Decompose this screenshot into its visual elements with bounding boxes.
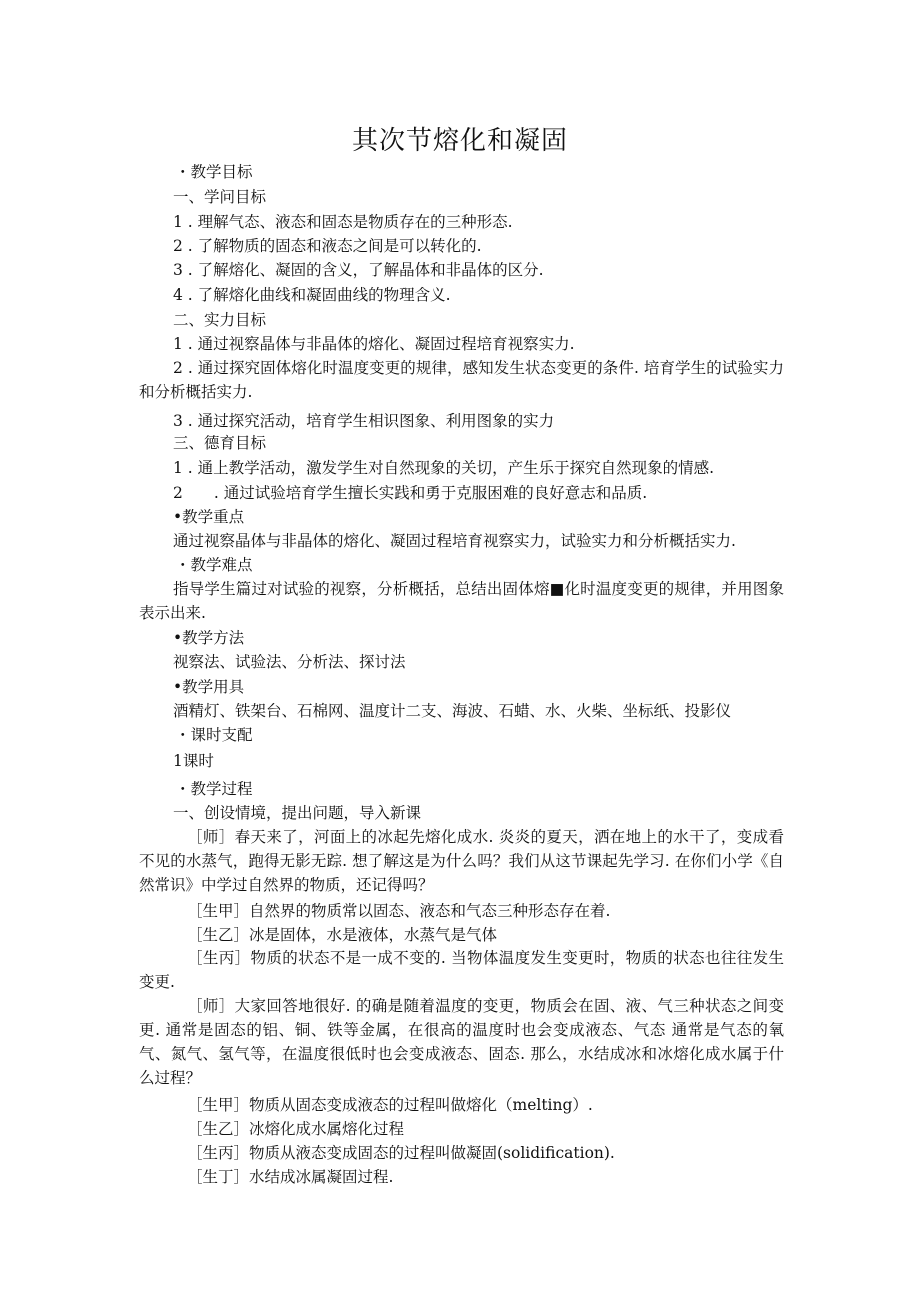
- time-heading: ・课时支配: [175, 726, 253, 744]
- dialogue-student: ［生甲］物质从固态变成液态的过程叫做熔化（melting）.: [187, 1096, 593, 1114]
- dialogue-student: ［生丁］水结成冰属凝固过程.: [187, 1168, 394, 1186]
- process-heading: ・教学过程: [175, 780, 253, 798]
- knowledge-goal-item: 2 . 了解物质的固态和液态之间是可以转化的.: [173, 237, 482, 255]
- ability-goal-item: 2 . 通过探究固体熔化时温度变更的规律，感知发生状态变更的条件. 培育学生的试验实力和分析概括实力.: [139, 359, 784, 401]
- ability-goal-item: 3 . 通过探究活动，培育学生相识图象、利用图象的实力: [173, 412, 555, 430]
- dialogue-student: ［生乙］冰熔化成水属熔化过程: [187, 1120, 405, 1138]
- knowledge-goal-item: 4 . 了解熔化曲线和凝固曲线的物理含义.: [173, 286, 451, 304]
- dialogue-student: ［生丙］物质的状态不是一成不变的. 当物体温度发生变更时，物质的状态也往往发生变更.: [139, 949, 784, 991]
- knowledge-goal-item: 1 . 理解气态、液态和固态是物质存在的三种形态.: [173, 213, 513, 231]
- knowledge-goals-heading: 一、学问目标: [173, 188, 267, 206]
- page-title: 其次节熔化和凝固: [351, 126, 568, 156]
- dialogue-teacher: ［师］春天来了，河面上的冰起先熔化成水. 炎炎的夏天，洒在地上的水干了，变成看不见的水蒸气，跑得无影无踪. 想了解这是为什么吗？我们从这节课起先学习. 在你们小学《自然常识》中学过自然界的物质，还记得吗？: [139, 828, 784, 894]
- key-points-text: 通过视察晶体与非晶体的熔化、凝固过程培育视察实力，试验实力和分析概括实力.: [173, 532, 736, 550]
- process-subheading: 一、创设情境，提出问题，导入新课: [173, 804, 422, 822]
- dialogue-student: ［生乙］冰是固体，水是液体，水蒸气是气体: [187, 926, 498, 944]
- ability-goals-heading: 二、实力目标: [173, 311, 267, 329]
- ability-goal-item: 1 . 通过视察晶体与非晶体的熔化、凝固过程培育视察实力.: [173, 335, 575, 353]
- method-text: 视察法、试验法、分析法、探讨法: [173, 653, 406, 671]
- difficulty-text: 指导学生篇过对试验的视察，分析概括，总结出固体熔■化时温度变更的规律，并用图象表示出来.: [139, 580, 784, 622]
- moral-goal-item: 1 . 通上教学活动，激发学生对自然现象的关切，产生乐于探究自然现象的情感.: [173, 459, 715, 477]
- key-points-heading: •教学重点: [173, 508, 245, 526]
- dialogue-student: ［生丙］物质从液态变成固态的过程叫做凝固(solidification).: [187, 1144, 615, 1162]
- knowledge-goal-item: 3 . 了解熔化、凝固的含义，了解晶体和非晶体的区分.: [173, 261, 544, 279]
- teaching-goals-heading: ・教学目标: [175, 163, 253, 181]
- dialogue-teacher: ［师］大家回答地很好. 的确是随着温度的变更，物质会在固、液、气三种状态之间变更. 通常是固态的铝、铜、铁等金属，在很高的温度时也会变成液态、气态 通常是气态的氧气、氮气、氢气等，在温度很低时也会变成液态、固态. 那么，水结成冰和冰熔化成水属于什么过程？: [139, 997, 784, 1087]
- time-text: 1课时: [173, 752, 214, 770]
- tools-text: 酒精灯、铁架台、石棉网、温度计二支、海波、石蜡、水、火柴、坐标纸、投影仪: [173, 702, 732, 720]
- tools-heading: •教学用具: [173, 678, 245, 696]
- difficulty-heading: ・教学难点: [175, 556, 253, 574]
- moral-goals-heading: 三、德育目标: [173, 434, 267, 452]
- dialogue-student: ［生甲］自然界的物质常以固态、液态和气态三种形态存在着.: [187, 902, 611, 920]
- moral-goal-item: 2 . 通过试验培育学生擅长实践和勇于克服困难的良好意志和品质.: [173, 484, 648, 502]
- method-heading: •教学方法: [173, 629, 245, 647]
